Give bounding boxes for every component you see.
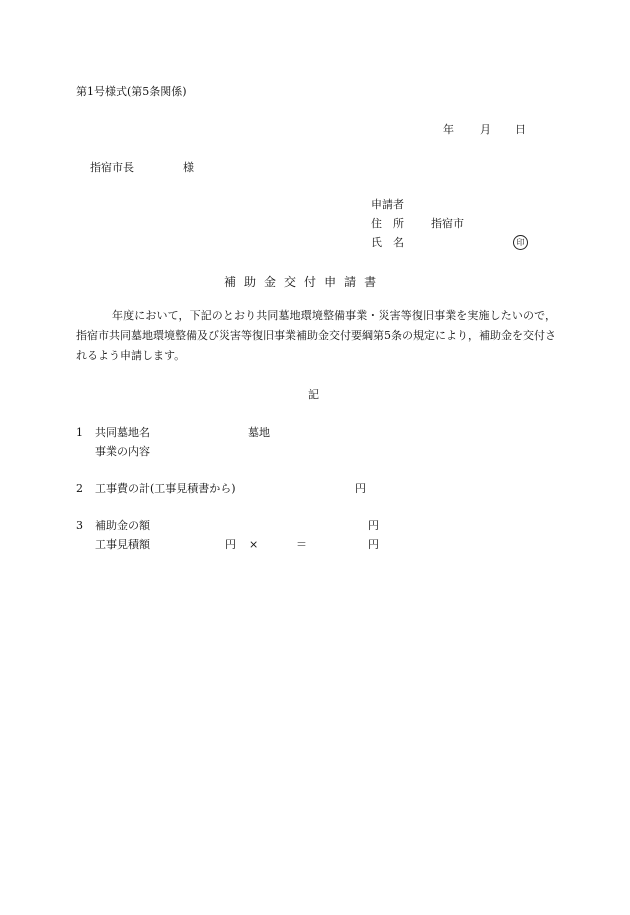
date-day-label: 日: [515, 123, 526, 136]
equals-sign: ＝: [296, 538, 307, 551]
addressee-honorific: 様: [183, 161, 194, 174]
item3-result-unit: 円: [368, 538, 379, 551]
applicant-address-label: 住 所: [371, 217, 404, 230]
item1-number: 1: [76, 426, 83, 439]
item3-sub-unit: 円: [225, 538, 236, 551]
item2-label: 工事費の計(工事見積書から): [95, 482, 236, 495]
addressee-name: 指宿市長: [90, 161, 134, 174]
item2-unit: 円: [355, 482, 366, 495]
item2-number: 2: [76, 482, 83, 495]
form-number: 第1号様式(第5条関係): [76, 85, 187, 98]
document-title: 補 助 金 交 付 申 請 書: [224, 275, 377, 289]
seal-mark-icon: 印: [513, 235, 528, 250]
item3-unit: 円: [368, 519, 379, 532]
applicant-address-value: 指宿市: [431, 217, 464, 230]
body-paragraph: 年度において，下記のとおり共同墓地環境整備事業・災害等復旧事業を実施したいので，指宿市共同墓地環境整備及び災害等復旧事業補助金交付要綱第5条の規定により，補助金を交付されるよう申請します。: [76, 309, 556, 362]
date-year-label: 年: [443, 123, 454, 136]
item3-sub-label: 工事見積額: [95, 538, 150, 551]
applicant-heading: 申請者: [371, 198, 404, 211]
ki-marker: 記: [308, 388, 319, 401]
item1-suffix: 墓地: [248, 426, 270, 439]
date-month-label: 月: [480, 123, 491, 136]
applicant-name-label: 氏 名: [371, 236, 404, 249]
multiply-sign: ×: [249, 538, 259, 551]
item3-number: 3: [76, 519, 83, 532]
item1-label: 共同墓地名: [95, 426, 150, 439]
item1-sub-label: 事業の内容: [95, 445, 150, 458]
item3-label: 補助金の額: [95, 519, 150, 532]
